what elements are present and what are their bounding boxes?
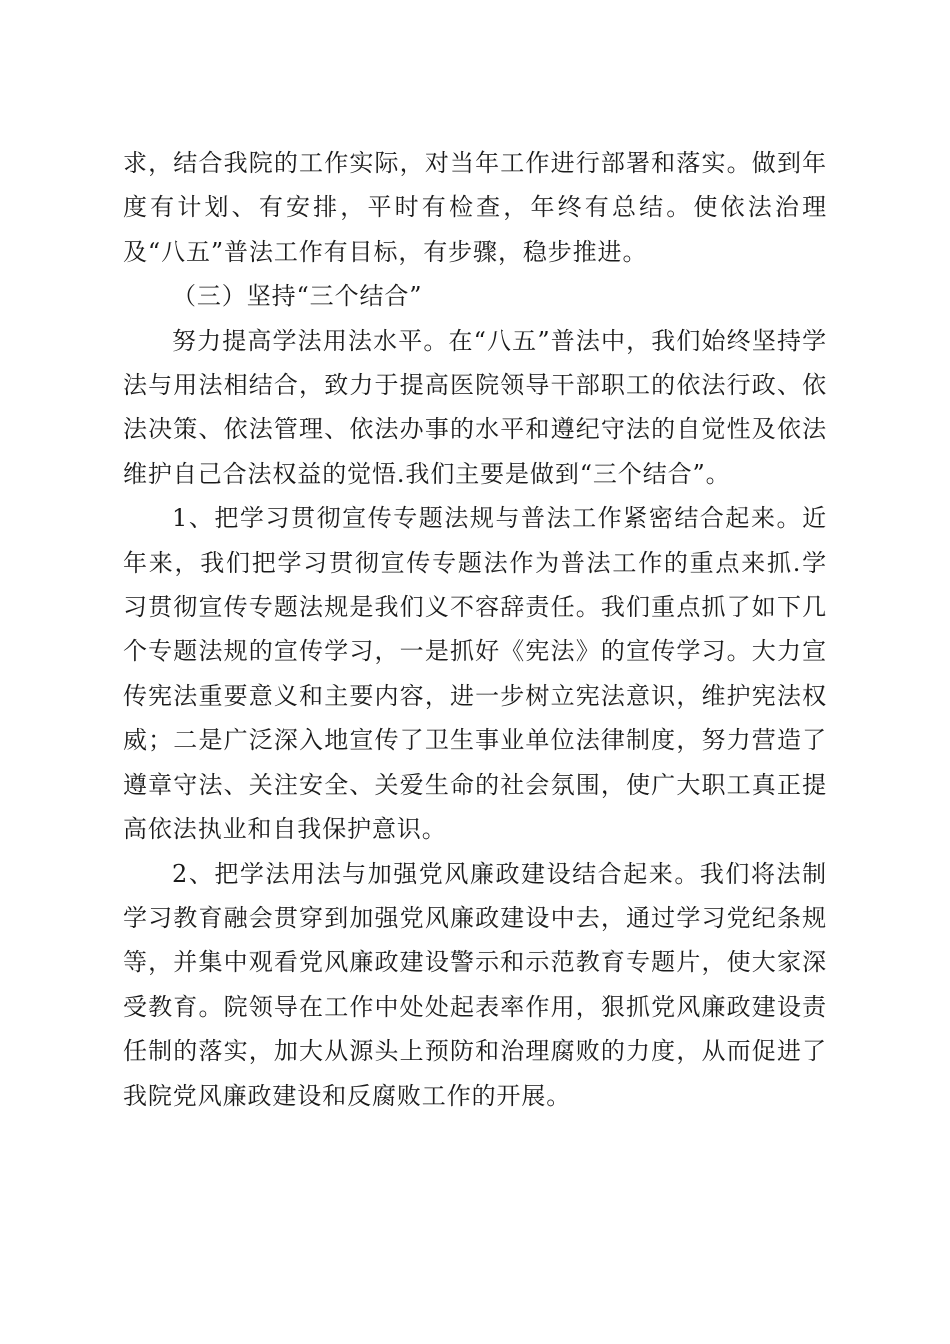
paragraph-intro: 努力提高学法用法水平。在“八五”普法中，我们始终坚持学法与用法相结合，致力于提高医院领导干部职工的依法行政、依法决策、依法管理、依法办事的水平和遵纪守法的自觉性及依法维护自己合法权益的觉悟.我们主要是做到“三个结合”。 [123,326,827,488]
paragraph-continuation: 求，结合我院的工作实际，对当年工作进行部署和落实。做到年度有计划、有安排，平时有检查，年终有总结。使依法治理及“八五”普法工作有目标，有步骤，稳步推进。 [123,149,827,266]
paragraph-item-2: 2、把学法用法与加强党风廉政建设结合起来。我们将法制学习教育融会贯穿到加强党风廉政建设中去，通过学习党纪条规等，并集中观看党风廉政建设警示和示范教育专题片，使大家深受教育。院领导在工作中处处起表率作用，狠抓党风廉政建设责任制的落实，加大从源头上预防和治理腐败的力度，从而促进了我院党风廉政建设和反腐败工作的开展。 [123,859,827,1110]
paragraph-item-1: 1、把学习贯彻宣传专题法规与普法工作紧密结合起来。近年来，我们把学习贯彻宣传专题法作为普法工作的重点来抓.学习贯彻宣传专题法规是我们义不容辞责任。我们重点抓了如下几个专题法规的宣传学习，一是抓好《宪法》的宣传学习。大力宣传宪法重要意义和主要内容，进一步树立宪法意识，维护宪法权威；二是广泛深入地宣传了卫生事业单位法律制度，努力营造了遵章守法、关注安全、关爱生命的社会氛围，使广大职工真正提高依法执业和自我保护意识。 [123,504,827,844]
document-body [123,141,827,1118]
section-heading: （三）坚持“三个结合” [172,282,423,311]
